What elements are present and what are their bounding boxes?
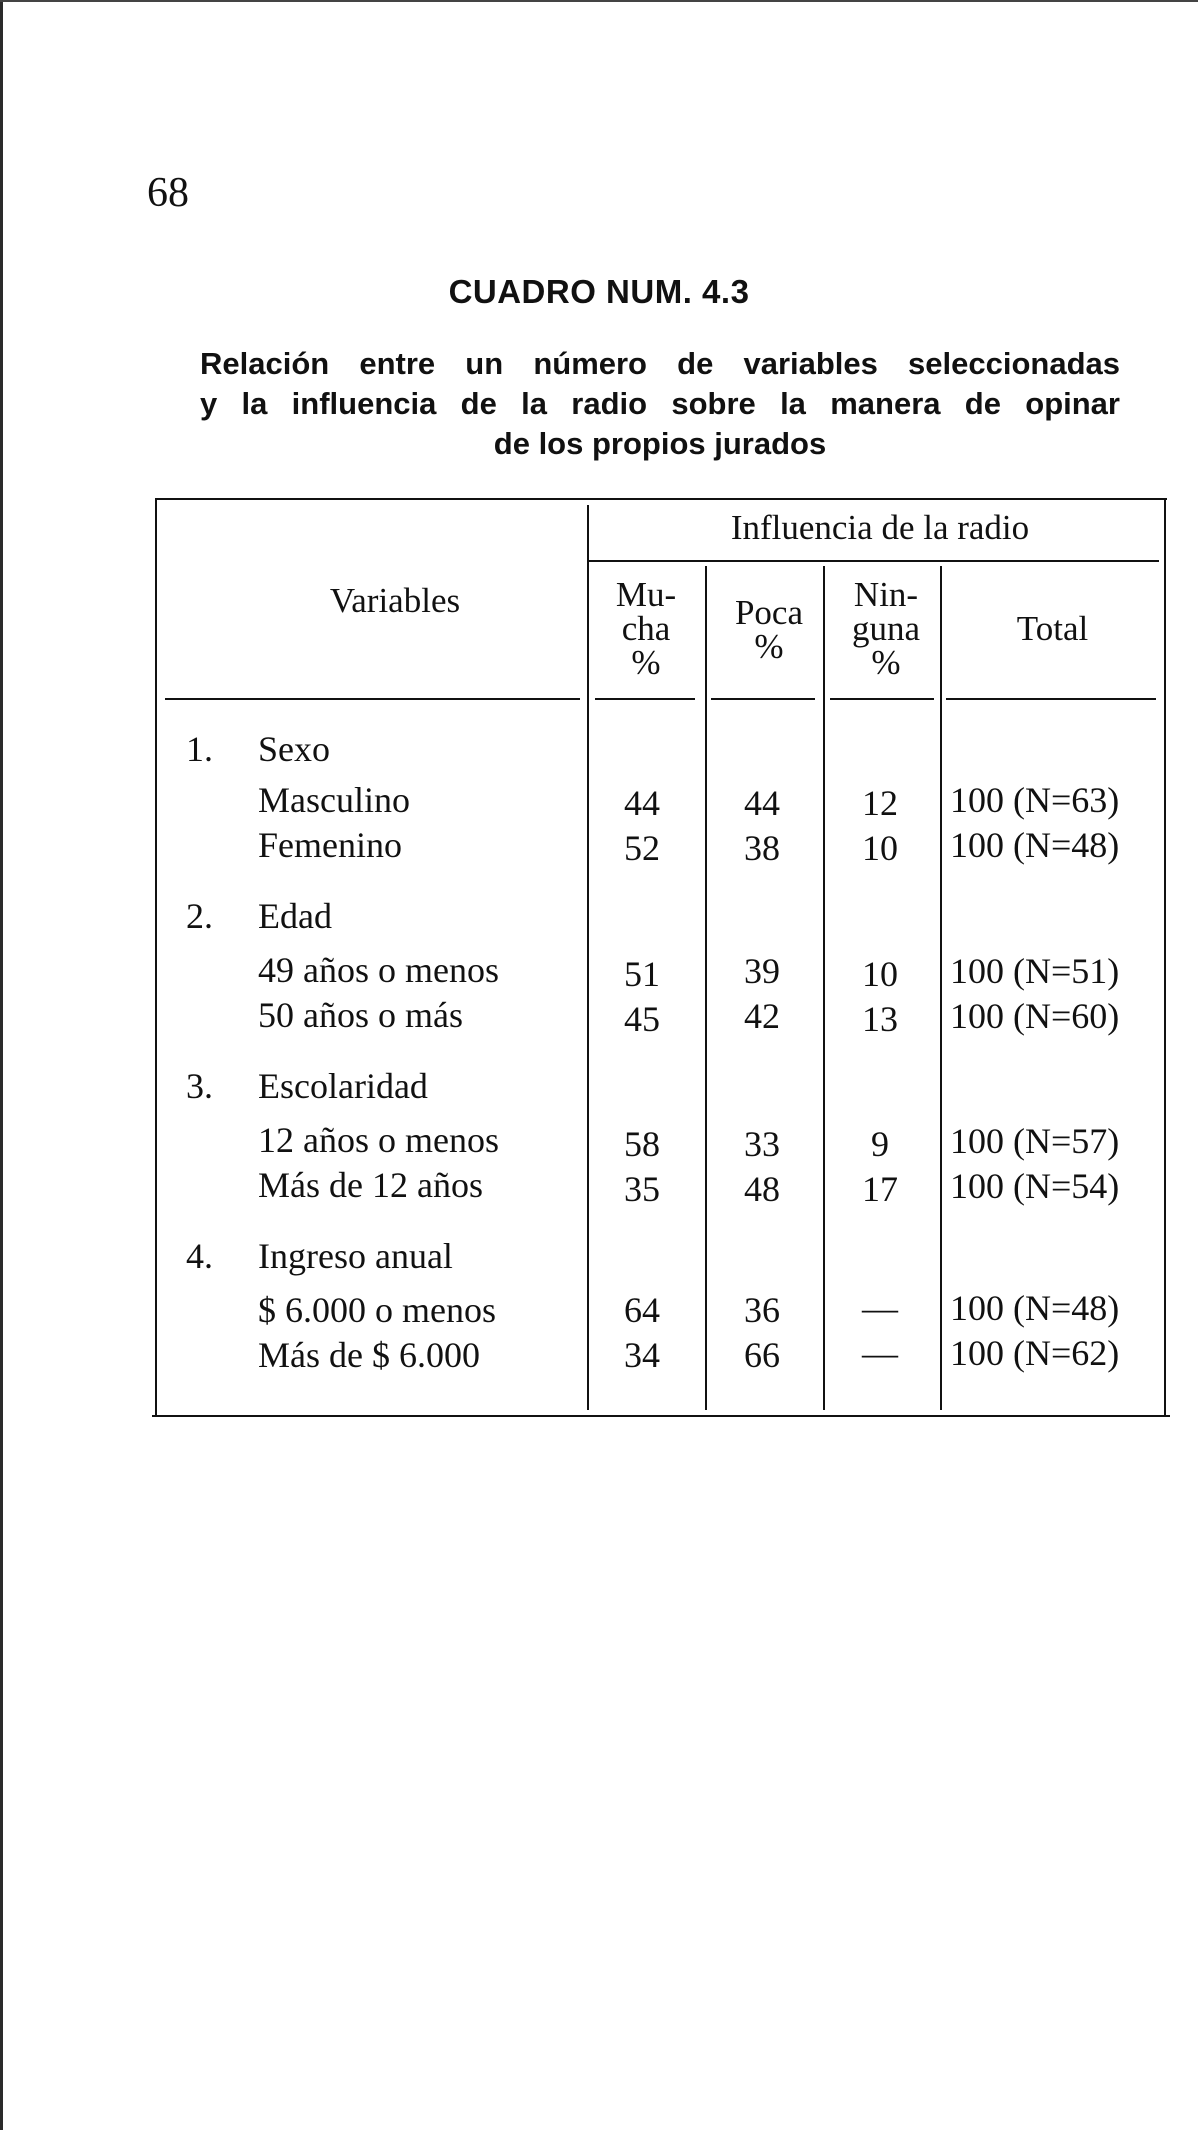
cell-mucha: 44 xyxy=(624,783,660,823)
header-ninguna-line: guna xyxy=(851,609,921,648)
cell-poca: 48 xyxy=(744,1169,780,1209)
page-edge-top xyxy=(0,0,1198,2)
cell-mucha: 51 xyxy=(624,954,660,994)
cell-total: 100 (N=60) xyxy=(950,996,1120,1036)
caption-line: Relación entre un número de variables seleccionadas xyxy=(200,346,1120,381)
group-number: 2. xyxy=(186,896,213,936)
cell-total: 100 (N=48) xyxy=(950,1288,1120,1328)
cell-total: 100 (N=62) xyxy=(950,1333,1120,1373)
table-caption xyxy=(200,344,1120,464)
row-label: Más de $ 6.000 xyxy=(258,1335,480,1375)
table-bottom-rule xyxy=(152,1415,1170,1417)
group-header-rule xyxy=(589,560,1159,562)
table-left-rule xyxy=(155,500,157,1415)
table-right-rule xyxy=(1164,500,1166,1415)
cell-ninguna: — xyxy=(862,1333,898,1373)
cell-ninguna: 13 xyxy=(862,999,898,1039)
cell-mucha: 35 xyxy=(624,1169,660,1209)
column-divider xyxy=(823,566,825,1410)
header-poca-line: Poca xyxy=(734,593,804,632)
group-number: 1. xyxy=(186,729,213,769)
cell-total: 100 (N=48) xyxy=(950,825,1120,865)
header-poca xyxy=(714,593,824,666)
header-bottom-rule xyxy=(830,698,934,700)
cell-poca: 39 xyxy=(744,951,780,991)
cell-total: 100 (N=63) xyxy=(950,780,1120,820)
header-bottom-rule xyxy=(711,698,815,700)
column-divider xyxy=(940,566,942,1410)
row-label: 50 años o más xyxy=(258,995,463,1035)
page-edge xyxy=(0,0,3,2130)
row-label: Más de 12 años xyxy=(258,1165,483,1205)
header-mucha-line: Mu- xyxy=(615,575,677,614)
row-label: Masculino xyxy=(258,780,410,820)
header-ninguna xyxy=(831,575,941,682)
group-number: 3. xyxy=(186,1066,213,1106)
cell-poca: 42 xyxy=(744,996,780,1036)
cell-poca: 38 xyxy=(744,828,780,868)
cell-ninguna: — xyxy=(862,1288,898,1328)
header-mucha xyxy=(596,575,696,682)
header-bottom-rule xyxy=(595,698,695,700)
caption-line: de los propios jurados xyxy=(493,426,827,461)
header-ninguna-line: Nin- xyxy=(853,575,919,614)
cell-mucha: 64 xyxy=(624,1290,660,1330)
cell-ninguna: 9 xyxy=(871,1124,889,1164)
group-number: 4. xyxy=(186,1236,213,1276)
page-number: 68 xyxy=(147,170,189,216)
table-number: CUADRO NUM. 4.3 xyxy=(448,273,750,310)
cell-ninguna: 10 xyxy=(862,828,898,868)
cell-poca: 36 xyxy=(744,1290,780,1330)
header-mucha-line: % xyxy=(631,643,661,682)
column-divider xyxy=(705,566,707,1410)
cell-total: 100 (N=54) xyxy=(950,1166,1120,1206)
cell-total: 100 (N=57) xyxy=(950,1121,1120,1161)
cell-poca: 66 xyxy=(744,1335,780,1375)
cell-ninguna: 12 xyxy=(862,783,898,823)
cell-poca: 44 xyxy=(744,783,780,823)
row-label: 12 años o menos xyxy=(258,1120,499,1160)
cell-ninguna: 17 xyxy=(862,1169,898,1209)
header-variables: Variables xyxy=(329,581,461,620)
row-label: $ 6.000 o menos xyxy=(258,1290,496,1330)
caption-line: y la influencia de la radio sobre la manera de opinar xyxy=(200,386,1120,421)
table-top-rule xyxy=(155,498,1167,500)
group-name: Sexo xyxy=(258,729,330,769)
cell-mucha: 52 xyxy=(624,828,660,868)
cell-mucha: 34 xyxy=(624,1335,660,1375)
row-label: 49 años o menos xyxy=(258,950,499,990)
header-total: Total xyxy=(1016,609,1089,648)
cell-poca: 33 xyxy=(744,1124,780,1164)
header-mucha-line: cha xyxy=(621,609,671,648)
group-name: Escolaridad xyxy=(258,1066,428,1106)
cell-mucha: 45 xyxy=(624,999,660,1039)
column-divider xyxy=(587,505,589,1410)
header-ninguna-line: % xyxy=(871,643,901,682)
cell-total: 100 (N=51) xyxy=(950,951,1120,991)
cell-mucha: 58 xyxy=(624,1124,660,1164)
group-name: Ingreso anual xyxy=(258,1236,453,1276)
header-bottom-rule xyxy=(946,698,1156,700)
group-name: Edad xyxy=(258,896,332,936)
cell-ninguna: 10 xyxy=(862,954,898,994)
header-bottom-rule xyxy=(165,698,580,700)
header-poca-line: % xyxy=(754,627,784,666)
header-influencia: Influencia de la radio xyxy=(730,508,1030,547)
row-label: Femenino xyxy=(258,825,402,865)
